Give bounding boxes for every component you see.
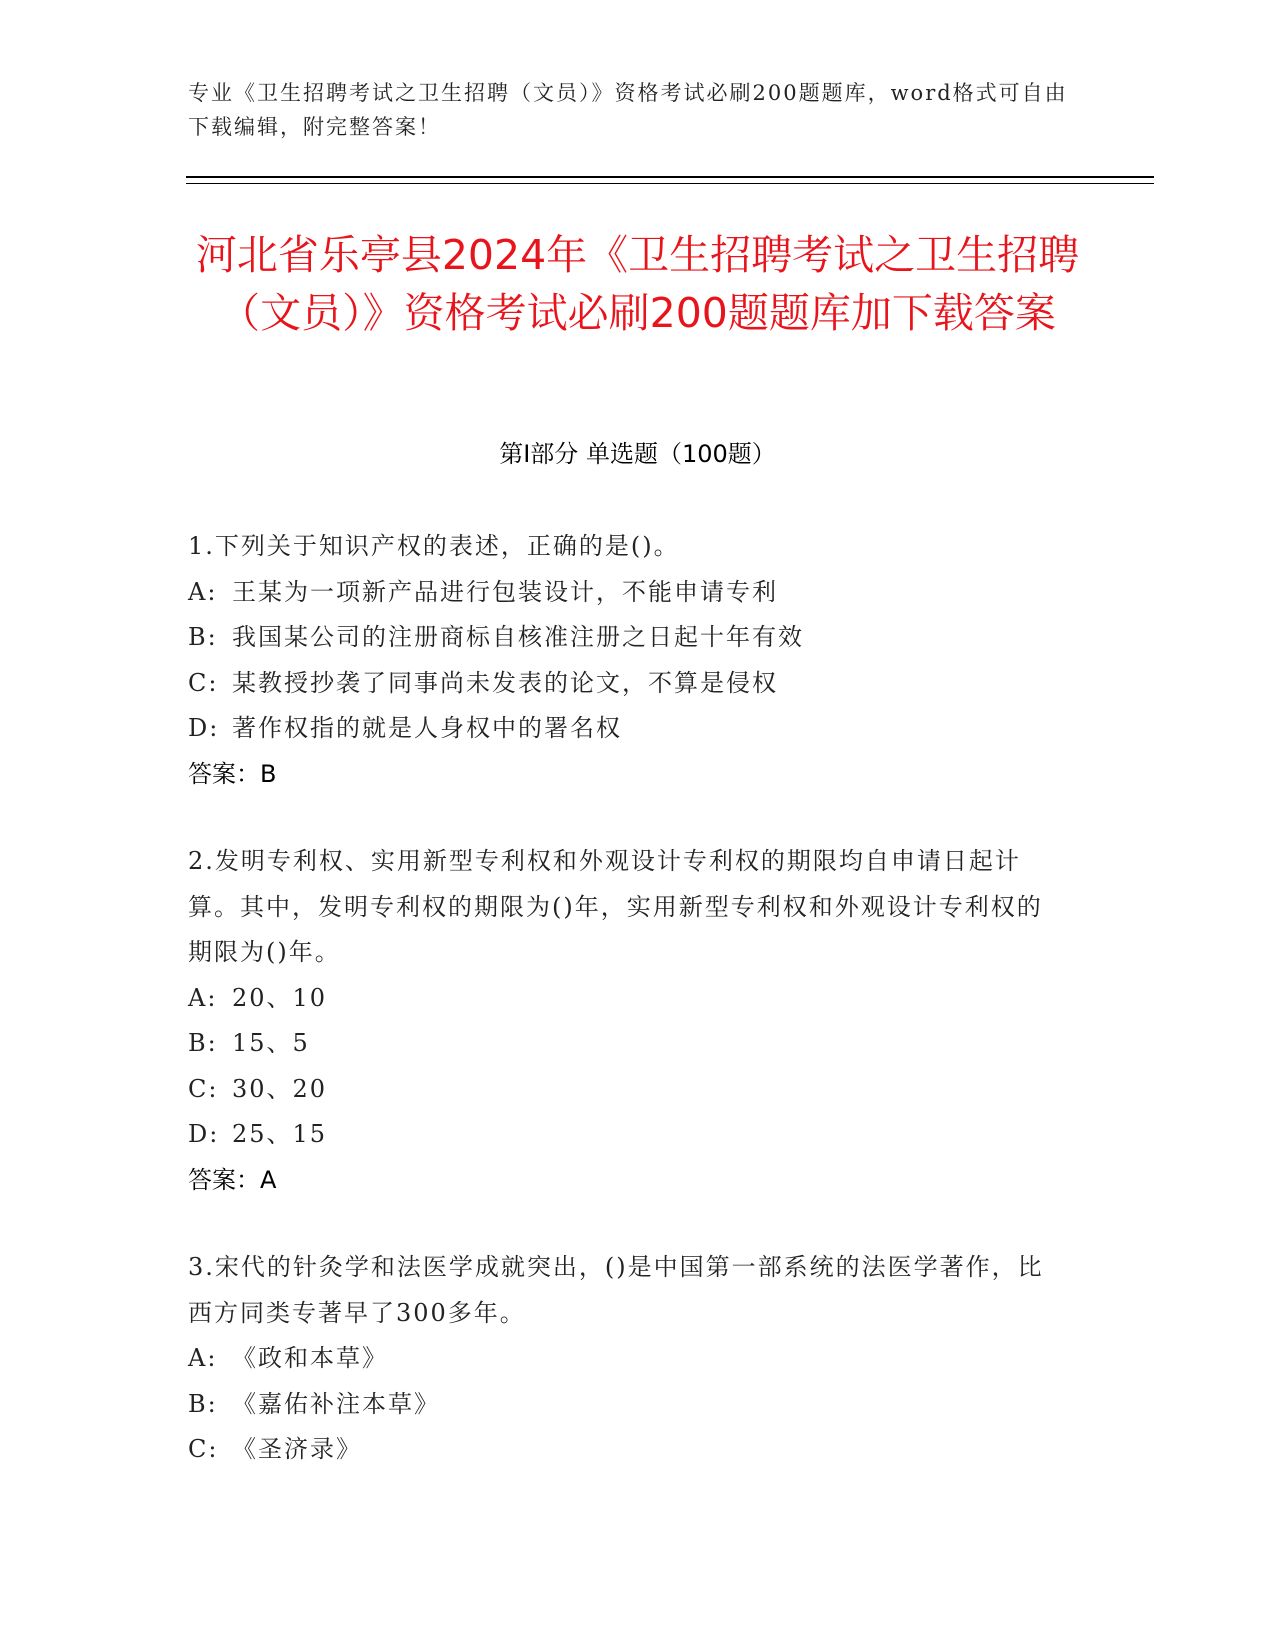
option-letter: B: (188, 1389, 218, 1418)
option-letter: C: (188, 668, 219, 697)
option-text: 某教授抄袭了同事尚未发表的论文，不算是侵权 (232, 668, 778, 697)
answer-line: 答案：A (188, 1165, 277, 1194)
option-letter: D: (188, 714, 220, 742)
section-title: 第Ⅰ部分 单选题（100题） (499, 440, 776, 468)
option-c (188, 1427, 1068, 1473)
option-letter: A: (188, 983, 218, 1012)
option-b (188, 1382, 1068, 1428)
option-text: 25、15 (232, 1120, 328, 1148)
option-letter: D: (188, 1120, 220, 1148)
option-d (188, 706, 1068, 752)
option-text: 30、20 (232, 1074, 328, 1103)
option-b (188, 615, 1068, 661)
answer-line: 答案：B (188, 759, 277, 788)
option-text: 15、5 (232, 1029, 310, 1057)
option-letter: B: (188, 1029, 218, 1057)
option-text: 我国某公司的注册商标自核准注册之日起十年有效 (232, 623, 804, 651)
option-d (188, 1112, 1068, 1158)
header-divider-thick (186, 176, 1154, 178)
question-stem: 1.下列关于知识产权的表述，正确的是()。 (188, 532, 680, 560)
question-2 (188, 839, 1068, 1203)
option-letter: A: (188, 1344, 218, 1372)
option-c (188, 1067, 1068, 1113)
option-text: 《政和本草》 (232, 1344, 388, 1372)
option-letter: C: (188, 1074, 219, 1103)
option-text: 王某为一项新产品进行包装设计，不能申请专利 (232, 577, 778, 606)
option-a (188, 976, 1068, 1022)
option-a (188, 1336, 1068, 1382)
question-stem: 2.发明专利权、实用新型专利权和外观设计专利权的期限均自申请日起计算。其中，发明专利权的期限为()年，实用新型专利权和外观设计专利权的期限为()年。 (188, 847, 1043, 966)
question-1 (188, 524, 1068, 797)
header-note: 专业《卫生招聘考试之卫生招聘（文员）》资格考试必刷200题题库，word格式可自由下载编辑，附完整答案！ (188, 81, 1068, 139)
header-divider-thin (186, 183, 1154, 184)
question-3 (188, 1245, 1068, 1473)
question-list (188, 524, 1068, 1515)
option-c (188, 661, 1068, 707)
option-letter: A: (188, 577, 218, 606)
option-text: 《圣济录》 (232, 1435, 362, 1463)
option-a (188, 570, 1068, 616)
option-text: 《嘉佑补注本草》 (232, 1389, 440, 1418)
option-text: 20、10 (232, 983, 328, 1012)
question-stem: 3.宋代的针灸学和法医学成就突出，()是中国第一部系统的法医学著作，比西方同类专著早了300多年。 (188, 1253, 1044, 1327)
option-letter: C: (188, 1435, 219, 1463)
option-letter: B: (188, 623, 218, 651)
document-title: 河北省乐亭县2024年《卫生招聘考试之卫生招聘（文员）》资格考试必刷200题题库加下载答案 (195, 231, 1080, 337)
option-b (188, 1021, 1068, 1067)
option-text: 著作权指的就是人身权中的署名权 (232, 714, 622, 742)
